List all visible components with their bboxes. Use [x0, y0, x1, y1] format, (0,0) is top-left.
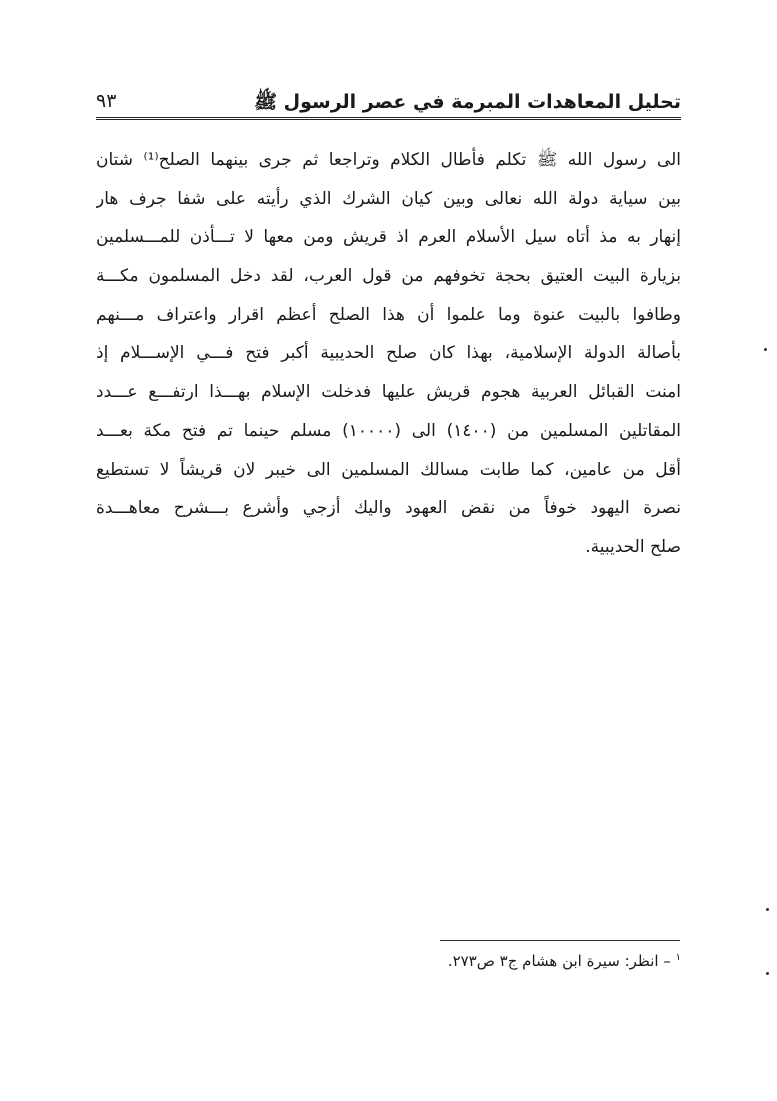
- page-number: ٩٣: [96, 90, 117, 112]
- body-line: أقل من عامين، كما طابت مسالك المسلمين الى خيبر لان قريشاً لا تستطيع: [96, 459, 681, 480]
- body-line: بين سياية دولة الله نعالى وبين كيان الشرك الذي رأيته على شفا جرف هار: [96, 188, 681, 209]
- body-line: إنهار به مذ أتاه سيل الأسلام العرم اذ قريش ومن معها لا تـــأذن للمـــسلمين: [96, 227, 681, 248]
- footnote: [448, 952, 681, 970]
- body-line: وطافوا بالبيت عنوة وما علموا أن هذا الصلح أعظم اقرار واعتراف مـــنهم: [96, 304, 681, 325]
- body-line: نصرة اليهود خوفاً من نقض العهود واليك أزجي وأشرع بـــشرح معاهـــدة: [96, 498, 681, 519]
- header-rule: [96, 117, 681, 120]
- scan-speck: [764, 348, 767, 351]
- footnote-text: – انظر: سيرة ابن هشام ج٣ ص٢٧٣.: [447, 952, 671, 970]
- running-title: تحليل المعاهدات المبرمة في عصر الرسول ﷺ: [254, 91, 681, 113]
- body-line: بزيارة البيت العتيق بحجة تخوفهم من قول العرب، لقد دخل المسلمون مكـــة: [96, 266, 681, 287]
- body-line: الى رسول الله ﷺ تكلم فأطال الكلام وتراجعا ثم جرى بينهما الصلح⁽¹⁾ شتان: [96, 150, 681, 170]
- body-paragraph: [96, 141, 681, 567]
- body-line: المقاتلين المسلمين من (١٤٠٠) الى (١٠٠٠٠) مسلم حينما تم فتح مكة بعـــد: [96, 420, 681, 441]
- scan-speck: [766, 972, 769, 975]
- body-line: بأصالة الدولة الإسلامية، بهذا كان صلح الحديبية أكبر فتح فـــي الإســـلام إذ: [96, 343, 681, 364]
- footnote-separator: [440, 940, 680, 941]
- body-line: صلح الحديبية.: [585, 536, 681, 557]
- body-line: امنت القبائل العربية هجوم قريش عليها فدخلت الإسلام بهـــذا ارتفـــع عـــدد: [96, 382, 681, 403]
- footnote-marker: ١: [675, 952, 681, 963]
- scan-speck: [766, 908, 769, 911]
- page-header: [96, 86, 681, 120]
